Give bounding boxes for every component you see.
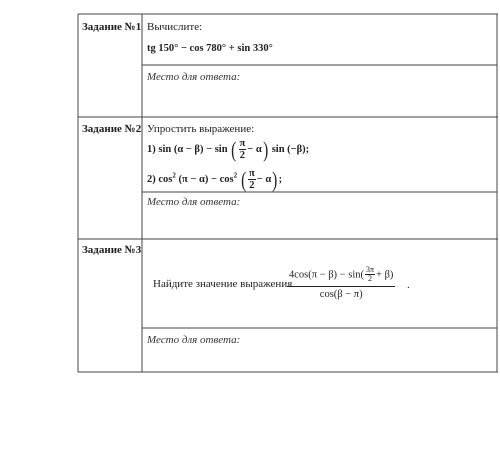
task3-title: Задание №3 <box>82 244 142 256</box>
task3-fraction <box>287 266 395 300</box>
task2-item2-mid: (π − α) − cos <box>178 173 234 185</box>
exponent: 2 <box>172 171 176 180</box>
minus-alpha: − α <box>256 173 272 185</box>
task2-item2-prefix: 2) cos <box>147 173 173 185</box>
task1-title: Задание №1 <box>82 21 142 33</box>
task3-denominator: cos(β − π) <box>319 288 363 300</box>
left-paren: ( <box>240 166 246 192</box>
right-paren: ) <box>272 166 278 192</box>
task3-period: . <box>407 279 410 291</box>
task1-expression: tg 150° − cos 780° + sin 330° <box>147 43 273 54</box>
task3-numerator: 4cos(π − β) − sin( $\frac{3\pi}{2}$ + β) <box>287 266 395 287</box>
task1-prompt: Вычислите: <box>147 21 203 33</box>
pi-over-2-fraction: $\frac{\pi}{2}$ <box>249 168 255 192</box>
pi-over-2-fraction: $\frac{\pi}{2}$ <box>239 138 246 162</box>
task2-item2: 2) $\cos^2 (\pi - \alpha) - \cos^2$ ( $\frac{\pi}{2}$ − α); <box>147 166 283 192</box>
task1-answer-label: Место для ответа: <box>147 71 241 83</box>
minus-alpha: − α <box>247 143 262 155</box>
task2-prompt: Упростить выражение: <box>147 123 255 135</box>
three-pi-over-2-fraction: $\frac{3\pi}{2}$ <box>365 265 375 284</box>
task2-item1-suffix: sin (−β); <box>271 143 310 155</box>
task2-item2-suffix: ; <box>278 173 283 185</box>
right-paren: ) <box>262 136 268 162</box>
task2-title: Задание №2 <box>82 123 142 135</box>
task2-item1 <box>147 138 309 161</box>
task2-answer-label: Место для ответа: <box>147 196 241 208</box>
task3-prompt: Найдите значение выражения <box>153 278 293 290</box>
task3-answer-label: Место для ответа: <box>147 334 241 346</box>
task2-item1-prefix: 1) sin (α − β) − sin <box>147 143 228 155</box>
left-paren: ( <box>231 136 237 162</box>
